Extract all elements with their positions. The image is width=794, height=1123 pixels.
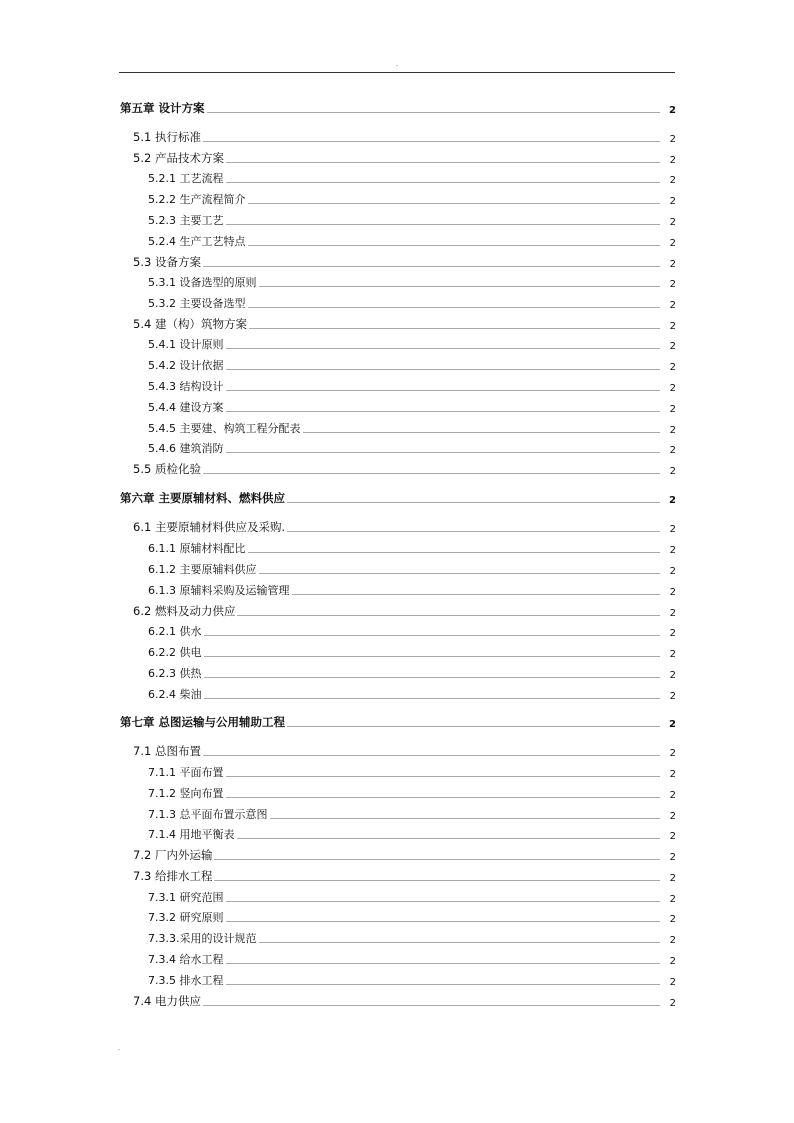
toc-page-number: 2 <box>669 914 676 925</box>
toc-entry[interactable] <box>148 233 676 249</box>
toc-entry[interactable] <box>148 295 676 311</box>
toc-page-number: 2 <box>669 155 676 166</box>
toc-entry[interactable] <box>148 336 676 352</box>
toc-page-number: 2 <box>669 425 676 436</box>
toc-entry-title: 7.3.3.采用的设计规范 <box>148 932 257 945</box>
footer-dot: . <box>118 1045 120 1052</box>
toc-dot-leader <box>237 838 661 839</box>
toc-entry-title: 5.4.3 结构设计 <box>148 380 224 393</box>
toc-page-number: 2 <box>669 279 676 290</box>
toc-dot-leader <box>287 502 660 503</box>
toc-entry[interactable] <box>120 714 676 730</box>
toc-dot-leader <box>287 531 660 532</box>
toc-dot-leader <box>226 797 661 798</box>
toc-entry-title: 第六章 主要原辅材料、燃料供应 <box>120 491 286 505</box>
toc-page-number: 2 <box>669 811 676 822</box>
toc-page-number: 2 <box>669 649 676 660</box>
toc-page-number: 2 <box>669 691 676 702</box>
toc-entry-title: 5.4 建（构）筑物方案 <box>133 317 247 331</box>
toc-dot-leader <box>204 635 661 636</box>
toc-dot-leader <box>259 942 661 943</box>
toc-entry-title: 7.2 厂内外运输 <box>133 848 213 862</box>
toc-page-number: 2 <box>669 545 676 556</box>
toc-dot-leader <box>226 901 661 902</box>
toc-dot-leader <box>248 307 661 308</box>
toc-entry[interactable] <box>148 357 676 373</box>
toc-entry[interactable] <box>148 420 676 436</box>
toc-page-number: 2 <box>669 670 676 681</box>
toc-page-number: 2 <box>669 341 676 352</box>
toc-entry-title: 6.2.1 供水 <box>148 625 202 638</box>
toc-page-number: 2 <box>669 445 676 456</box>
toc-dot-leader <box>259 286 661 287</box>
toc-entry-title: 6.1.2 主要原辅料供应 <box>148 563 257 576</box>
toc-page-number: 2 <box>669 466 676 477</box>
toc-entry[interactable] <box>148 889 676 905</box>
toc-entry[interactable] <box>133 254 676 270</box>
toc-entry[interactable] <box>148 764 676 780</box>
toc-dot-leader <box>226 963 661 964</box>
toc-entry-title: 5.4.6 建筑消防 <box>148 442 224 455</box>
toc-entry-title: 7.1.1 平面布置 <box>148 766 224 779</box>
toc-entry-title: 5.3.1 设备选型的原则 <box>148 276 257 289</box>
toc-entry[interactable] <box>148 686 676 702</box>
toc-entry[interactable] <box>133 150 676 166</box>
toc-entry-title: 5.3 设备方案 <box>133 255 201 269</box>
toc-entry-title: 5.2.1 工艺流程 <box>148 172 224 185</box>
toc-dot-leader <box>248 203 661 204</box>
toc-entry[interactable] <box>148 440 676 456</box>
toc-page-number: 2 <box>669 566 676 577</box>
toc-entry-title: 5.4.5 主要建、构筑工程分配表 <box>148 422 301 435</box>
toc-dot-leader <box>226 182 661 183</box>
toc-entry-title: 5.2.4 生产工艺特点 <box>148 235 246 248</box>
toc-entry[interactable] <box>148 930 676 946</box>
toc-page-number: 2 <box>669 321 676 332</box>
toc-entry[interactable] <box>148 170 676 186</box>
toc-entry-title: 6.2 燃料及动力供应 <box>133 604 236 618</box>
toc-page-number: 2 <box>669 998 676 1009</box>
toc-entry[interactable] <box>148 540 676 556</box>
toc-entry[interactable] <box>148 212 676 228</box>
toc-entry[interactable] <box>133 316 676 332</box>
toc-entry[interactable] <box>133 603 676 619</box>
toc-entry-title: 5.4.2 设计依据 <box>148 359 224 372</box>
toc-entry-title: 6.2.2 供电 <box>148 646 202 659</box>
toc-entry[interactable] <box>148 399 676 415</box>
toc-entry-title: 6.1.1 原辅材料配比 <box>148 542 246 555</box>
toc-entry[interactable] <box>133 993 676 1009</box>
toc-entry[interactable] <box>120 100 676 116</box>
toc-dot-leader <box>237 615 660 616</box>
toc-entry[interactable] <box>148 826 676 842</box>
toc-dot-leader <box>204 656 661 657</box>
toc-dot-leader <box>226 984 661 985</box>
toc-page-number: 2 <box>669 935 676 946</box>
toc-entry[interactable] <box>148 909 676 925</box>
toc-dot-leader <box>226 348 661 349</box>
toc-entry-title: 5.4.1 设计原则 <box>148 338 224 351</box>
toc-entry-title: 7.3 给排水工程 <box>133 869 213 883</box>
toc-dot-leader <box>203 141 660 142</box>
toc-page-number: 2 <box>669 748 676 759</box>
toc-dot-leader <box>203 755 660 756</box>
toc-page-number: 2 <box>669 873 676 884</box>
toc-entry-title: 5.5 质检化验 <box>133 462 201 476</box>
toc-entry-title: 7.1.2 竖向布置 <box>148 787 224 800</box>
toc-page-number: 2 <box>669 769 676 780</box>
toc-dot-leader <box>203 266 660 267</box>
toc-page-number: 2 <box>669 894 676 905</box>
toc-page-number: 2 <box>669 719 676 730</box>
toc-dot-leader <box>226 411 661 412</box>
toc-page-number: 2 <box>669 196 676 207</box>
toc-dot-leader <box>248 245 661 246</box>
toc-entry-title: 5.1 执行标准 <box>133 130 201 144</box>
toc-entry-title: 7.1.4 用地平衡表 <box>148 828 235 841</box>
toc-entry[interactable] <box>133 847 676 863</box>
toc-dot-leader <box>226 162 660 163</box>
toc-page-number: 2 <box>669 495 676 506</box>
toc-entry-title: 7.4 电力供应 <box>133 994 201 1008</box>
toc-entry[interactable] <box>133 519 676 535</box>
toc-entry[interactable] <box>148 623 676 639</box>
toc-dot-leader <box>226 921 661 922</box>
toc-entry[interactable] <box>148 665 676 681</box>
toc-page-number: 2 <box>669 404 676 415</box>
toc-page-number: 2 <box>669 852 676 863</box>
toc-dot-leader <box>203 473 660 474</box>
toc-entry[interactable] <box>148 561 676 577</box>
toc-dot-leader <box>207 112 660 113</box>
toc-entry[interactable] <box>148 274 676 290</box>
toc-entry-title: 7.3.2 研究原则 <box>148 911 224 924</box>
toc-entry-title: 5.2.2 生产流程简介 <box>148 193 246 206</box>
toc-entry[interactable] <box>148 582 676 598</box>
toc-page-number: 2 <box>669 134 676 145</box>
toc-dot-leader <box>226 224 661 225</box>
toc-dot-leader <box>292 594 661 595</box>
toc-dot-leader <box>226 369 661 370</box>
header-dot: . <box>396 61 398 68</box>
toc-page-number: 2 <box>669 362 676 373</box>
toc-dot-leader <box>214 880 660 881</box>
toc-dot-leader <box>226 776 661 777</box>
toc-entry-title: 5.4.4 建设方案 <box>148 401 224 414</box>
toc-dot-leader <box>203 1005 660 1006</box>
toc-entry-title: 7.1 总图布置 <box>133 744 201 758</box>
toc-page-number: 2 <box>669 238 676 249</box>
toc-entry[interactable] <box>133 461 676 477</box>
toc-entry-title: 7.1.3 总平面布置示意图 <box>148 808 268 821</box>
toc-dot-leader <box>204 677 661 678</box>
toc-entry-title: 5.3.2 主要设备选型 <box>148 297 246 310</box>
toc-dot-leader <box>287 726 660 727</box>
toc-dot-leader <box>226 452 661 453</box>
toc-page-number: 2 <box>669 628 676 639</box>
toc-page-number: 2 <box>669 383 676 394</box>
toc-page-number: 2 <box>669 524 676 535</box>
toc-dot-leader <box>270 818 661 819</box>
toc-page-number: 2 <box>669 217 676 228</box>
toc-entry[interactable] <box>148 191 676 207</box>
toc-dot-leader <box>226 390 661 391</box>
header-rule <box>119 72 675 73</box>
toc-entry-title: 6.2.3 供热 <box>148 667 202 680</box>
toc-entry[interactable] <box>148 785 676 801</box>
toc-entry-title: 7.3.4 给水工程 <box>148 953 224 966</box>
toc-entry-title: 5.2 产品技术方案 <box>133 151 224 165</box>
toc-dot-leader <box>259 573 661 574</box>
toc-page-number: 2 <box>669 105 676 116</box>
toc-entry-title: 第五章 设计方案 <box>120 101 205 115</box>
toc-entry[interactable] <box>148 806 676 822</box>
toc-entry[interactable] <box>133 743 676 759</box>
toc-entry[interactable] <box>148 951 676 967</box>
toc-page-number: 2 <box>669 831 676 842</box>
toc-page-number: 2 <box>669 587 676 598</box>
toc-dot-leader <box>303 432 661 433</box>
toc-entry[interactable] <box>133 868 676 884</box>
toc-page-number: 2 <box>669 300 676 311</box>
toc-entry-title: 7.3.1 研究范围 <box>148 891 224 904</box>
toc-entry[interactable] <box>148 644 676 660</box>
toc-entry-title: 6.1 主要原辅材料供应及采购. <box>133 520 286 534</box>
toc-page-number: 2 <box>669 956 676 967</box>
toc-dot-leader <box>214 859 660 860</box>
toc-page-number: 2 <box>669 259 676 270</box>
toc-page-number: 2 <box>669 608 676 619</box>
toc-page-number: 2 <box>669 790 676 801</box>
toc-entry-title: 6.1.3 原辅料采购及运输管理 <box>148 584 290 597</box>
toc-entry[interactable] <box>148 378 676 394</box>
toc-entry-title: 6.2.4 柴油 <box>148 688 202 701</box>
toc-dot-leader <box>248 552 661 553</box>
toc-dot-leader <box>249 328 660 329</box>
toc-entry-title: 7.3.5 排水工程 <box>148 974 224 987</box>
toc-entry[interactable] <box>120 490 676 506</box>
toc-page-number: 2 <box>669 977 676 988</box>
toc-entry[interactable] <box>133 129 676 145</box>
toc-entry[interactable] <box>148 972 676 988</box>
toc-entry-title: 5.2.3 主要工艺 <box>148 214 224 227</box>
toc-dot-leader <box>204 698 661 699</box>
toc-entry-title: 第七章 总图运输与公用辅助工程 <box>120 715 286 729</box>
toc-page-number: 2 <box>669 175 676 186</box>
